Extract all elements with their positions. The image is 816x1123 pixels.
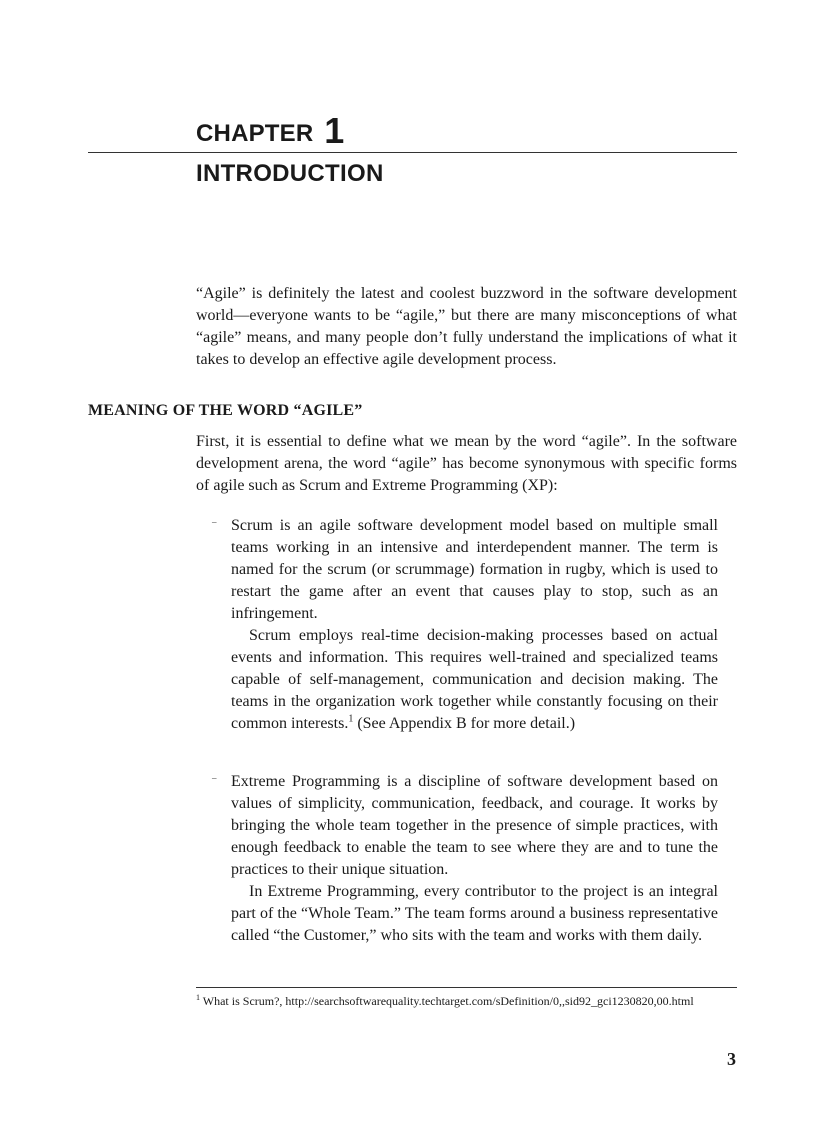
section-heading: MEANING OF THE WORD “AGILE” bbox=[88, 402, 363, 419]
list-item-scrum bbox=[231, 515, 718, 735]
footnote-mark: 1 bbox=[196, 993, 200, 1002]
footnote bbox=[196, 991, 741, 1012]
list-bullet: – bbox=[212, 773, 217, 783]
list-bullet: – bbox=[212, 517, 217, 527]
scrum-paragraph-2: Scrum employs real-time decision-making processes based on actual events and information. This requires well-trained and specialized teams capable of self-management, communication and decision making. The teams in the organization work together while constantly focusing on their common interests.$^1$ (See Appendix B for more detail.) bbox=[231, 627, 718, 732]
footnote-text: What is Scrum?, http://searchsoftwarequality.techtarget.com/sDefinition/0,,sid92_gci1230820,00.html bbox=[200, 994, 694, 1008]
page-number: 3 bbox=[727, 1049, 736, 1069]
footnote-ref: 1 bbox=[348, 713, 354, 725]
chapter-number: 1 bbox=[324, 110, 345, 151]
footnote-divider bbox=[196, 987, 737, 988]
intro-paragraph: “Agile” is definitely the latest and coolest buzzword in the software development world—everyone wants to be “agile,” but there are many misconceptions of what “agile” means, and many people don’t fully understand the implications of what it takes to develop an effective agile development process. bbox=[196, 285, 737, 368]
chapter-heading bbox=[196, 108, 345, 150]
list-item-xp bbox=[231, 771, 718, 947]
chapter-divider bbox=[88, 152, 737, 153]
section-paragraph: First, it is essential to define what we mean by the word “agile”. In the software development arena, the word “agile” has become synonymous with specific forms of agile such as Scrum and Extreme Programming (XP): bbox=[196, 433, 737, 494]
chapter-label: CHAPTER bbox=[196, 120, 314, 147]
xp-paragraph-2: In Extreme Programming, every contributor to the project is an integral part of the “Whole Team.” The team forms around a business representative called “the Customer,” who sits with the team and works with them daily. bbox=[231, 883, 718, 944]
xp-paragraph-1: Extreme Programming is a discipline of software development based on values of simplicity, communication, feedback, and courage. It works by bringing the whole team together in the presence of simple practices, with enough feedback to enable the team to see where they are and to tune the practices to their unique situation. bbox=[231, 773, 718, 878]
chapter-title: INTRODUCTION bbox=[196, 160, 384, 187]
scrum-paragraph-1: Scrum is an agile software development model based on multiple small teams working in an intensive and interdependent manner. The term is named for the scrum (or scrummage) formation in rugby, which is used to restart the game after an event that causes play to stop, such as an infringement. bbox=[231, 517, 718, 622]
